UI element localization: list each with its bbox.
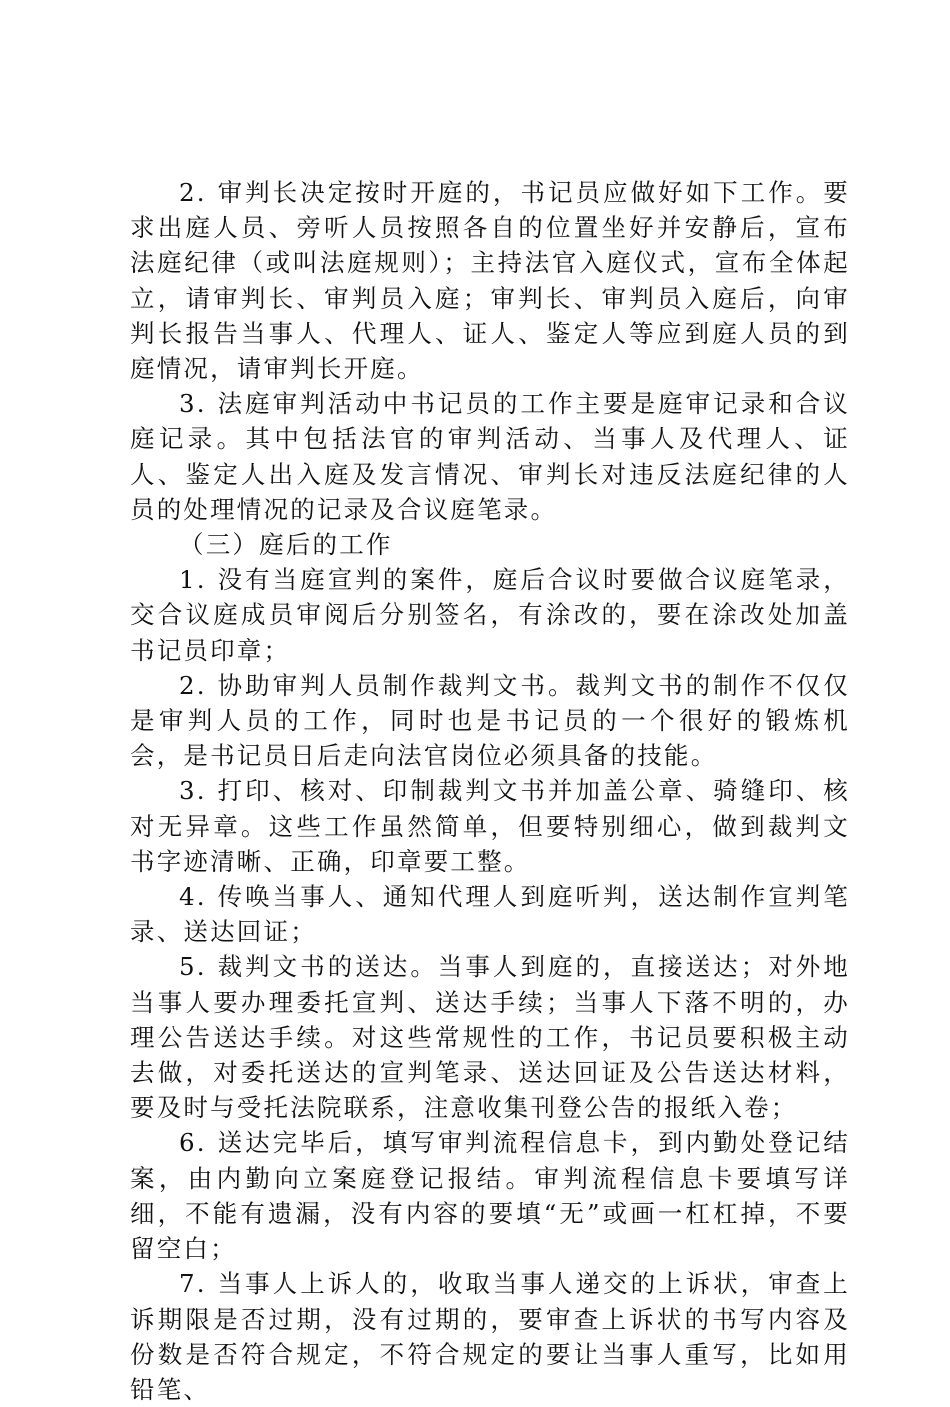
- paragraph-post-trial-7: 7. 当事人上诉人的，收取当事人递交的上诉状，审查上诉期限是否过期，没有过期的，要审查上诉状的书写内容及份数是否符合规定，不符合规定的要让当事人重写，比如用铅笔、: [130, 1269, 850, 1404]
- document-body: [130, 175, 850, 1407]
- paragraph-post-trial-2: 2. 协助审判人员制作裁判文书。裁判文书的制作不仅仅是审判人员的工作，同时也是书记员的一个很好的锻炼机会，是书记员日后走向法官岗位必须具备的技能。: [130, 670, 850, 771]
- paragraph-post-trial-6: 6. 送达完毕后，填写审判流程信息卡，到内勤处登记结案，由内勤向立案庭登记报结。审判流程信息卡要填写详细，不能有遗漏，没有内容的要填“无”或画一杠杠掉，不要留空白；: [130, 1128, 850, 1264]
- paragraph-post-trial-4: 4. 传唤当事人、通知代理人到庭听判，送达制作宣判笔录、送达回证；: [130, 882, 850, 947]
- paragraph-court-opening: 2. 审判长决定按时开庭的，书记员应做好如下工作。要求出庭人员、旁听人员按照各自的位置坐好并安静后，宣布法庭纪律（或叫法庭规则）；主持法官入庭仪式，宣布全体起立，请审判长、审判员入庭；审判长、审判员入庭后，向审判长报告当事人、代理人、证人、鉴定人等应到庭人员的到庭情况，请审判长开庭。: [130, 178, 850, 384]
- paragraph-post-trial-1: 1. 没有当庭宣判的案件，庭后合议时要做合议庭笔录，交合议庭成员审阅后分别签名，有涂改的，要在涂改处加盖书记员印章；: [130, 565, 850, 665]
- section-heading-post-trial: （三）庭后的工作: [179, 530, 393, 560]
- paragraph-post-trial-3: 3. 打印、核对、印制裁判文书并加盖公章、骑缝印、核对无异章。这些工作虽然简单，但要特别细心，做到裁判文书字迹清晰、正确，印章要工整。: [130, 776, 850, 876]
- paragraph-trial-records: 3. 法庭审判活动中书记员的工作主要是庭审记录和合议庭记录。其中包括法官的审判活动、当事人及代理人、证人、鉴定人出入庭及发言情况、审判长对违反法庭纪律的人员的处理情况的记录及合议庭笔录。: [130, 389, 850, 524]
- paragraph-post-trial-5: 5. 裁判文书的送达。当事人到庭的，直接送达；对外地当事人要办理委托宣判、送达手续；当事人下落不明的，办理公告送达手续。对这些常规性的工作，书记员要积极主动去做，对委托送达的宣判笔录、送达回证及公告送达材料，要及时与受托法院联系，注意收集刊登公告的报纸入卷；: [130, 952, 850, 1123]
